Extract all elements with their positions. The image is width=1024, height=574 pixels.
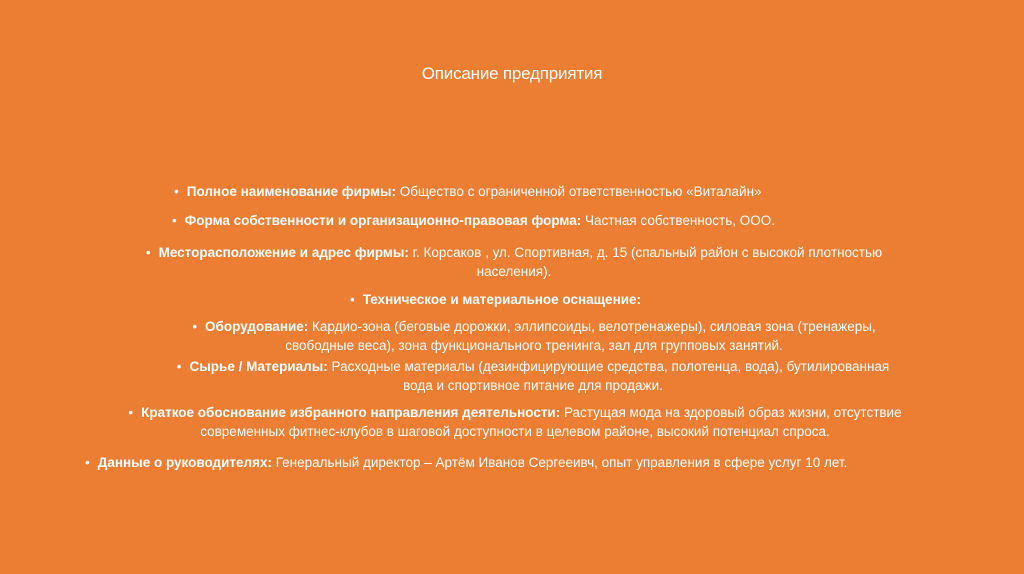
- bullet-company-name: [174, 182, 762, 201]
- bullet-marker: •: [174, 184, 179, 199]
- bullet-marker: •: [128, 405, 134, 420]
- slide-title: Описание предприятия: [421, 64, 603, 83]
- bullet-text-continued: свободные веса), зона функционального тренинга, зал для групповых занятий.: [285, 338, 783, 353]
- bullet-label: Оборудование:: [205, 319, 309, 334]
- bullet-ownership-form: [172, 211, 775, 230]
- bullet-label: Полное наименование фирмы:: [186, 184, 396, 199]
- bullet-label: Техническое и материальное оснащение:: [362, 292, 642, 307]
- bullet-label: Форма собственности и организационно-правовая форма:: [184, 213, 582, 228]
- bullet-text: Генеральный директор – Артём Иванов Сергееивч, опыт управления в сфере услуг 10 лет.: [272, 455, 848, 470]
- bullet-materials: [128, 357, 938, 395]
- bullet-text: Частная собственность, ООО.: [581, 213, 776, 228]
- bullet-equipment: [139, 317, 929, 355]
- bullet-text-continued: современных фитнес-клубов в шаговой доступности в целевом районе, высокий потенциал спроса.: [200, 424, 830, 439]
- bullet-text: Растущая мода на здоровый образ жизни, отсутствие: [560, 405, 902, 420]
- bullet-label: Сырье / Материалы:: [189, 359, 328, 374]
- bullet-location-address: [104, 243, 924, 281]
- bullet-text: г. Корсаков , ул. Спортивная, д. 15 (спальный район с высокой плотностью: [408, 245, 883, 260]
- bullet-technical-equipment: [350, 290, 641, 309]
- bullet-marker: •: [192, 319, 198, 334]
- bullet-text: Кардио-зона (беговые дорожки, эллипсоиды, велотренажеры), силовая зона (тренажеры,: [308, 319, 876, 334]
- bullet-marker: •: [85, 455, 90, 470]
- bullet-marker: •: [176, 359, 182, 374]
- bullet-label: Месторасположение и адрес фирмы:: [158, 245, 409, 260]
- bullet-marker: •: [145, 245, 151, 260]
- bullet-marker: •: [350, 292, 355, 307]
- bullet-label: Краткое обоснование избранного направления деятельности:: [141, 405, 561, 420]
- bullet-management: [85, 453, 847, 472]
- bullet-text-continued: населения).: [476, 264, 552, 279]
- bullet-text-continued: вода и спортивное питание для продажи.: [403, 378, 663, 393]
- bullet-text: Расходные материалы (дезинфицирующие средства, полотенца, вода), бутилированная: [327, 359, 890, 374]
- bullet-marker: •: [172, 213, 177, 228]
- bullet-label: Данные о руководителях:: [97, 455, 272, 470]
- bullet-text: Общество с ограниченной ответственностью «Виталайн»: [395, 184, 762, 199]
- bullet-business-rationale: [80, 403, 950, 441]
